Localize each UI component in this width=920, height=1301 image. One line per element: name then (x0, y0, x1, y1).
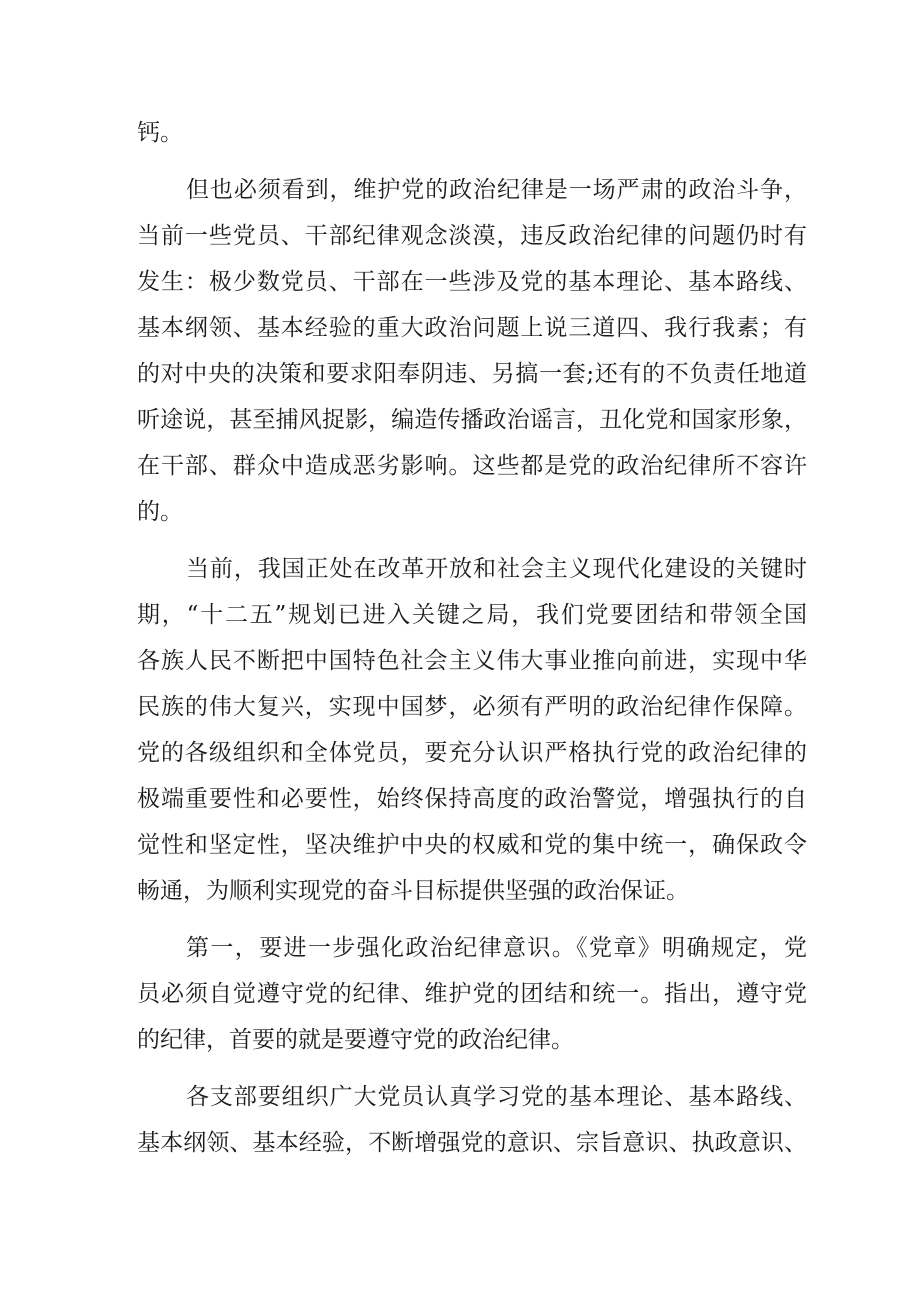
text-line: 党的各级组织和全体党员，要充分认识严格执行党的政治纪律的 (137, 740, 807, 766)
paragraph-political-discipline-problems (137, 167, 807, 535)
text-line: 的纪律，首要的就是要遵守党的政治纪律。 (137, 1027, 574, 1053)
text-line: 听途说，甚至捕风捉影，编造传播政治谣言，丑化党和国家形象， (137, 407, 807, 433)
text-line: 民族的伟大复兴，实现中国梦，必须有严明的政治纪律作保障。 (137, 694, 807, 720)
text-line: 的对中央的决策和要求阳奉阴违、另搞一套;还有的不负责任地道 (137, 361, 807, 387)
text-line: 当前，我国正处在改革开放和社会主义现代化建设的关键时 (186, 556, 807, 582)
text-line: 各族人民不断把中国特色社会主义伟大事业推向前进，实现中华 (137, 648, 807, 674)
text-line: 基本纲领、基本经验的重大政治问题上说三道四、我行我素；有 (137, 315, 807, 341)
text-line: 期，“十二五”规划已进入关键之局，我们党要团结和带领全国 (137, 602, 807, 628)
text-line: 员必须自觉遵守党的纪律、维护党的团结和统一。指出，遵守党 (137, 981, 807, 1007)
text-line: 觉性和坚定性，坚决维护中央的权威和党的集中统一，确保政令 (137, 832, 807, 858)
paragraph-first-point (137, 925, 807, 1063)
text-line: 第一，要进一步强化政治纪律意识。《党章》明确规定，党 (186, 935, 807, 961)
text-line: 发生：极少数党员、干部在一些涉及党的基本理论、基本路线、 (137, 269, 807, 295)
text-line: 钙。 (137, 120, 183, 146)
text-line: 在干部、群众中造成恶劣影响。这些都是党的政治纪律所不容许 (137, 453, 807, 479)
text-line: 基本纲领、基本经验，不断增强党的意识、宗旨意识、执政意识、 (137, 1130, 807, 1156)
text-line: 畅通，为顺利实现党的奋斗目标提供坚强的政治保证。 (137, 878, 689, 904)
text-line: 但也必须看到，维护党的政治纪律是一场严肃的政治斗争， (186, 177, 807, 203)
document-body (137, 110, 807, 1166)
paragraph-branch-study (137, 1074, 807, 1166)
text-line: 当前一些党员、干部纪律观念淡漠，违反政治纪律的问题仍时有 (137, 223, 807, 249)
paragraph-current-period (137, 546, 807, 914)
paragraph-continuation (137, 110, 807, 156)
text-line: 极端重要性和必要性，始终保持高度的政治警觉，增强执行的自 (137, 786, 807, 812)
text-line: 各支部要组织广大党员认真学习党的基本理论、基本路线、 (186, 1084, 807, 1110)
text-line: 的。 (137, 499, 183, 525)
